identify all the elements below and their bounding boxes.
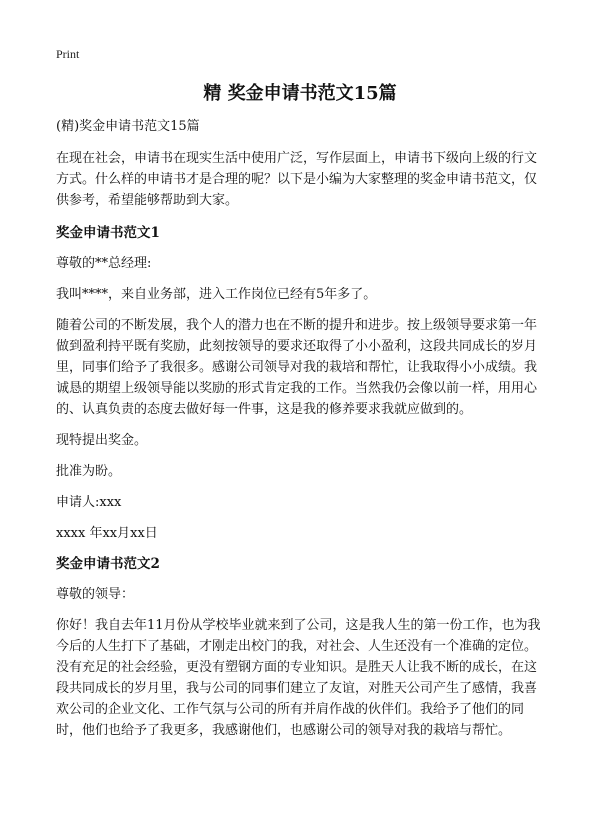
salutation-1: 尊敬的**总经理: [56, 256, 152, 271]
print-label: Print [56, 47, 80, 61]
section-heading-1: 奖金申请书范文1 [56, 225, 160, 241]
document-subtitle: (精)奖金申请书范文15篇 [56, 119, 200, 134]
section1-paragraph-3: 现特提出奖金。 [56, 433, 148, 448]
salutation-2: 尊敬的领导： [56, 587, 135, 602]
document-title: 精 奖金申请书范文15篇 [203, 83, 397, 104]
section1-paragraph-1: 我叫****，来自业务部，进入工作岗位已经有5年多了。 [56, 287, 377, 302]
section1-paragraph-2: 随着公司的不断发展，我个人的潜力也在不断的提升和进步。按上级领导要求第一年做到盈利持平既有奖励，此刻按领导的要求还取得了小小盈利，这段共同成长的岁月里，同事们给予了我很多。感谢公司领导对我的栽培和帮忙，让我取得小小成绩。我诚恳的期望上级领导能以奖励的形式肯定我的工作。当然我仍会像以前一样，用用心的、认真负责的态度去做好每一件事，这是我的修养要求我就应做到的。 [56, 318, 538, 417]
applicant-line: 申请人:xxx [56, 495, 122, 510]
date-line: xxxx 年xx月xx日 [56, 526, 158, 541]
section1-paragraph-4: 批准为盼。 [56, 464, 122, 479]
section2-paragraph-1: 你好！我自去年11月份从学校毕业就来到了公司，这是我人生的第一份工作，也为我今后的人生打下了基础，才刚走出校门的我，对社会、人生还没有一个准确的定位。没有充足的社会经验，更没有塑钢方面的专业知识。是胜天人让我不断的成长，在这段共同成长的岁月里，我与公司的同事们建立了友谊，对胜天公司产生了感情，我喜欢公司的企业文化、工作气氛与公司的所有并肩作战的伙伴们。我给予了他们的同时，他们也给予了我更多，我感谢他们，也感谢公司的领导对我的栽培与帮忙。 [56, 618, 541, 738]
section-heading-2: 奖金申请书范文2 [56, 556, 160, 572]
intro-paragraph: 在现在社会，申请书在现实生活中使用广泛，写作层面上，申请书下级向上级的行文方式。什么样的申请书才是合理的呢？以下是小编为大家整理的奖金申请书范文，仅供参考，希望能够帮助到大家。 [56, 151, 538, 208]
